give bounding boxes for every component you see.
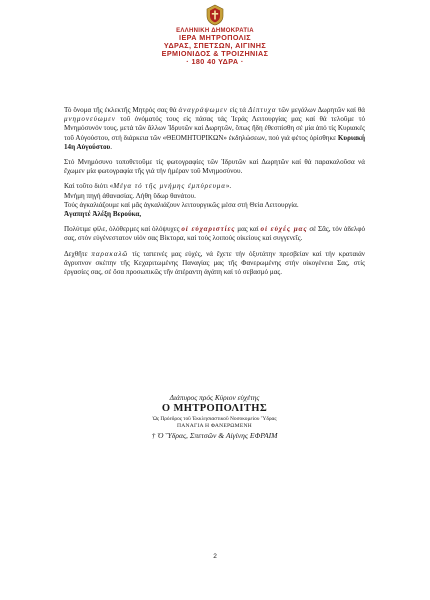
letter-body (64, 106, 365, 283)
salutation: Ἀγαπητέ Ἀλέξη Βερούκα, (64, 210, 142, 219)
metropolis-crest-icon (204, 4, 226, 26)
header-postal: · 180 40 ΥΔΡΑ · (186, 57, 244, 66)
paragraph-diptychs: Τό ὄνομα τῆς ἐκλεκτῆς Μητρός σας θά ἀναγράψωμεν εἰς τά Δίπτυχα τῶν μεγάλων Δωρητῶν καί θά μνημονεύωμεν τοῦ ὀνόματός τους εἰς πάσας τάς Ἱεράς Λειτουργίας μας καί θά τελοῦμε τό Μνημόσυνόν τους, μετά τῶν ἄλλων Ἱδρυτῶν καί Δωρητῶν, ὅπως ἤδη ἐθεσπίσθη σέ μία ἀπό τίς Κυριακές τοῦ Αὐγούστου, στή διάρκεια τῶν «ΘΕΟΜΗΤΟΡΙΚΩΝ» ἐκδηλώσεων, πού γιά φέτος ὁρίσθηκε Κυριακή 14η Αὐγούστου. (64, 106, 365, 151)
closing-phrase: Διάπυρος πρός Κύριον εὐχέτης (169, 393, 260, 402)
header-sees-line1: ΥΔΡΑΣ, ΣΠΕΤΣΩΝ, ΑΙΓΙΝΗΣ (163, 41, 267, 50)
header-republic: ΕΛΛΗΝΙΚΗ ΔΗΜΟΚΡΑΤΙΑ (176, 28, 254, 34)
signature-block (64, 393, 365, 441)
memorial-date: Κυριακή 14η Αὐγούστου (64, 133, 365, 151)
header-sees-line2: ΕΡΜΙΟΝΙΔΟΣ & ΤΡΟΙΖΗΝΙΑΣ (161, 49, 269, 58)
signature-name: † Ὁ Ὕδρας, Σπετσῶν & Αἰγίνης ΕΦΡΑΙΜ (151, 431, 278, 440)
paragraph-blessing: Δεχθῆτε παρακαλῶ τίς ταπεινές μας εὐχές, νά ἔχετε τήν ὀξυτάτην πρεσβείαν καί τήν κραταιάν ἄγρυπνον σκέπην τῆς Κεχαριτωμένης Παναγίας μας τῆς Φανερωμένης στήν οἰκογένεια Σας, στίς ἐργασίες σας, σέ ὅσα προσωπικῶς τῆν ἀπέραντη ἀγάπη καί τό σεβασμό μας. (64, 249, 366, 277)
paragraph-photographs: Στό Μνημόσυνο τοποθετοῦμε τίς φωτογραφίες τῶν Ἱδρυτῶν καί Δωρητῶν καί θά παρακαλοῦσα νά ἔχωμεν μία φωτογραφία τῆς γιά τήν ἡμέραν τοῦ Μνημοσύνου. (64, 158, 365, 176)
paragraph-liturgy: Τούς ἀγκαλιάζουμε καί μᾶς ἀγκαλιάζουν λειτουργικῶς μέσα στή Θεία Λειτουργία. (64, 200, 299, 209)
letterhead (0, 4, 430, 66)
paragraph-memory: Μνήμη πηγή ἀθανασίας. Λήθη ὕδωρ θανάτου. (64, 191, 196, 200)
header-metropolis: ΙΕΡΑ ΜΗΤΡΟΠΟΛΙΣ (179, 33, 251, 42)
paragraph-memory-quote: Καί τοῦτο διότι «Μέγα τό τῆς μνήμης ἐμπύρευμα». (64, 182, 232, 191)
signature-hospital: ΠΑΝΑΓΙΑ Η ΦΑΝΕΡΩΜΕΝΗ (177, 423, 252, 429)
signature-title: Ο ΜΗΤΡΟΠΟΛΙΤΗΣ (161, 403, 268, 414)
signature-role: Ὡς Πρόεδρος τοῦ Ἐκκλησιαστικοῦ Νοσοκομείου Ὕδρας (152, 416, 277, 422)
paragraph-thanks: Πολύτιμε φίλε, ὁλόθερμες καί ὁλόψυχες οἱ εὐχαριστίες μας καί οἱ εὐχές μας σέ Σᾶς, τόν ἀδελφό σας, στόν εὐγένεστατον υἱόν σας Βίκτορα, καί τούς λοιπούς οἰκείους καί συγγενεῖς. (64, 225, 365, 243)
page-number: 2 (213, 553, 217, 560)
